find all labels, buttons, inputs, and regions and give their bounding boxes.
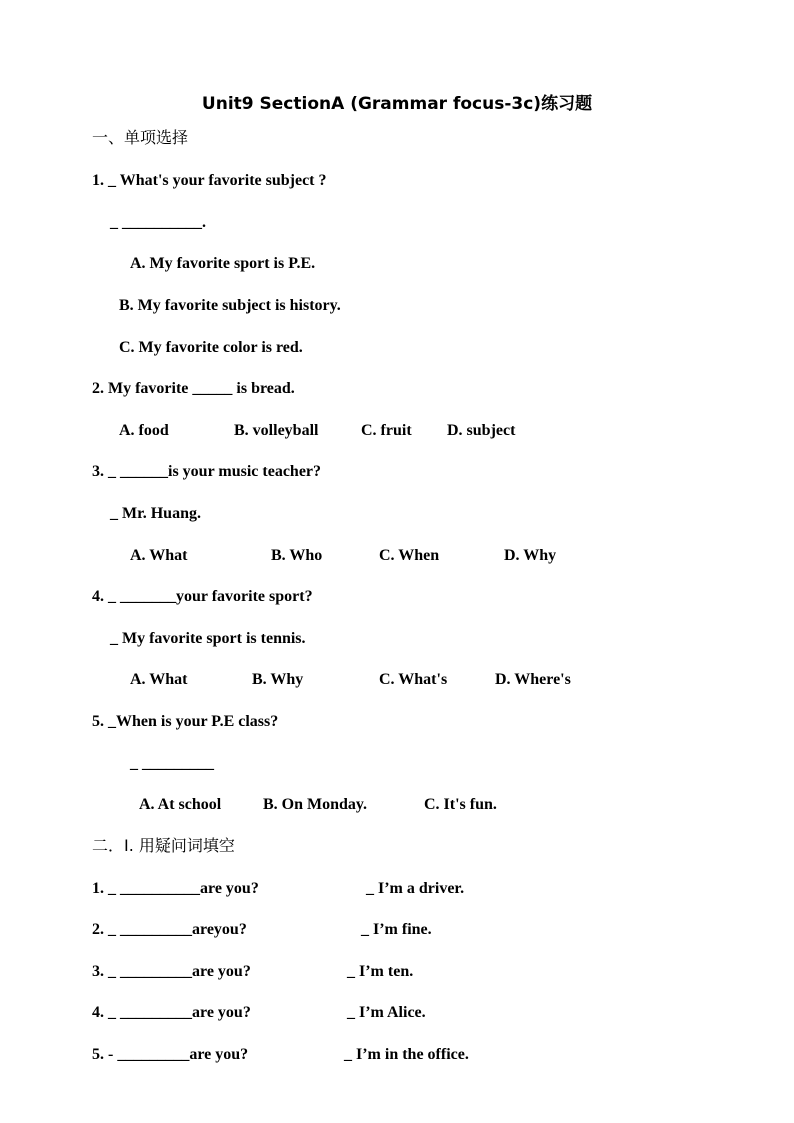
fill-item-3-question: 3. _ _________are you? xyxy=(92,963,251,980)
question-5-answer-line: _ _________ xyxy=(130,755,214,772)
page-title: Unit9 SectionA (Grammar focus-3c)练习题 xyxy=(201,94,593,114)
question-1-option-a: A. My favorite sport is P.E. xyxy=(130,255,316,272)
question-1-option-b: B. My favorite subject is history. xyxy=(119,297,341,314)
question-3-answer-line: _ Mr. Huang. xyxy=(110,505,201,522)
section-2-heading: 二．Ⅰ. 用疑问词填空 xyxy=(92,836,235,855)
question-2-option-c: C. fruit xyxy=(361,422,412,439)
question-3-option-b: B. Who xyxy=(271,547,323,564)
question-3-option-d: D. Why xyxy=(504,547,557,564)
fill-item-4-answer: _ I’m Alice. xyxy=(347,1004,426,1021)
fill-item-1-answer: _ I’m a driver. xyxy=(366,880,465,897)
question-4-stem: 4. _ _______your favorite sport? xyxy=(92,588,313,605)
section-1-heading: 一、单项选择 xyxy=(92,128,189,147)
question-1-answer-line: _ __________. xyxy=(110,214,206,231)
fill-item-5-answer: _ I’m in the office. xyxy=(344,1046,469,1063)
fill-item-5-question: 5. - _________are you? xyxy=(92,1046,249,1063)
question-3-option-c: C. When xyxy=(379,547,440,564)
fill-item-2-answer: _ I’m fine. xyxy=(361,921,432,938)
question-5-option-c: C. It's fun. xyxy=(424,796,497,813)
question-4-option-d: D. Where's xyxy=(495,671,571,688)
question-4-option-a: A. What xyxy=(130,671,188,688)
question-2-option-d: D. subject xyxy=(447,422,516,439)
question-5-option-a: A. At school xyxy=(139,796,222,813)
fill-item-1-question: 1. _ __________are you? xyxy=(92,880,259,897)
fill-item-2-question: 2. _ _________areyou? xyxy=(92,921,247,938)
question-5-option-b: B. On Monday. xyxy=(263,796,368,813)
fill-item-4-question: 4. _ _________are you? xyxy=(92,1004,251,1021)
question-3-option-a: A. What xyxy=(130,547,188,564)
question-2-option-a: A. food xyxy=(119,422,169,439)
question-1-option-c: C. My favorite color is red. xyxy=(119,339,303,356)
question-5-stem: 5. _When is your P.E class? xyxy=(92,713,279,730)
question-3-stem: 3. _ ______is your music teacher? xyxy=(92,463,322,480)
question-4-option-c: C. What's xyxy=(379,671,448,688)
question-2-option-b: B. volleyball xyxy=(234,422,319,439)
question-4-option-b: B. Why xyxy=(252,671,304,688)
question-1-stem: 1. _ What's your favorite subject ? xyxy=(92,172,327,189)
question-2-stem: 2. My favorite _____ is bread. xyxy=(92,380,295,397)
question-4-answer-line: _ My favorite sport is tennis. xyxy=(110,630,306,647)
fill-item-3-answer: _ I’m ten. xyxy=(347,963,414,980)
